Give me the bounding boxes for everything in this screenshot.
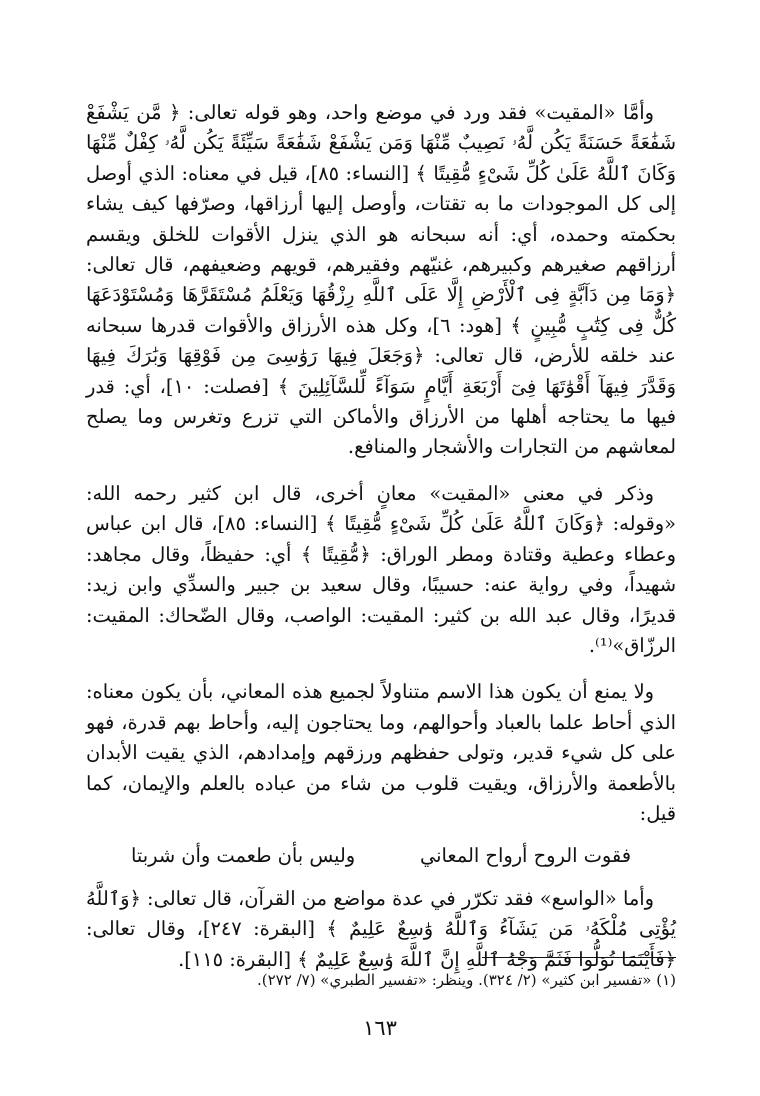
paragraph-muqit-intro: وأمَّا «المقيت» فقد ورد في موضع واحد، وهو قوله تعالى: ﴿ مَّن يَشْفَعْ شَفَٰعَةً حَسَنَةً يَكُن لَّهُۥ نَصِيبٌ مِّنْهَا وَمَن يَشْفَعْ شَفَٰعَةً سَيِّئَةً يَكُن لَّهُۥ كِفْلٌ مِّنْهَا وَكَانَ ٱللَّهُ عَلَىٰ كُلِّ شَىْءٍ مُّقِيتًا ﴾ [النساء: ٨٥]، قيل في معناه: الذي أوصل إلى كل الموجودات ما به تقتات، وأوصل إليها أرزاقها، وصرّفها كيف يشاء بحكمته وحمده، أي: أنه سبحانه هو الذي ينزل الأقوات للخلق ويقسم أرزاقهم صغيرهم وكبيرهم، غنيّهم وفقيرهم، قويهم وضعيفهم، قال تعالى: ﴿وَمَا مِن دَآبَّةٍ فِى ٱلْأَرْضِ إِلَّا عَلَى ٱللَّهِ رِزْقُهَا وَيَعْلَمُ مُسْتَقَرَّهَا وَمُسْتَوْدَعَهَا كُلٌّ فِى كِتَٰبٍ مُّبِينٍ ﴾ [هود: ٦]، وكل هذه الأرزاق والأقوات قدرها سبحانه عند خلقه للأرض، قال تعالى: ﴿وَجَعَلَ فِيهَا رَوَٰسِىَ مِن فَوْقِهَا وَبَٰرَكَ فِيهَا وَقَدَّرَ فِيهَآ أَقْوَٰتَهَا فِىٓ أَرْبَعَةِ أَيَّامٍ سَوَآءً لِّلسَّآئِلِينَ ﴾ [فصلت: ١٠]، أي: قدر فيها ما يحتاجه أهلها من الأرزاق والأماكن التي تزرع وتغرس وما يصلح لمعاشهم من التجارات والأشجار والمنافع.	[86, 101, 676, 459]
main-text	[86, 98, 676, 975]
footnote-divider	[482, 957, 676, 958]
verse-first-hemistich: فقوت الروح أرواح المعاني	[419, 844, 631, 868]
page-number: ١٦٣	[363, 1016, 397, 1040]
paragraph-muqit-meanings: وذكر في معنى «المقيت» معانٍ أخرى، قال ابن كثير رحمه الله: «وقوله: ﴿وَكَانَ ٱللَّهُ عَلَىٰ كُلِّ شَىْءٍ مُّقِيتًا ﴾ [النساء: ٨٥]، قال ابن عباس وعطاء وعطية وقتادة ومطر الوراق: ﴿مُّقِيتًا ﴾ أي: حفيظاً، وقال مجاهد: شهيداً، وفي رواية عنه: حسيبًا، وقال سعيد بن جبير والسدِّي وابن زيد: قديرًا، وقال عبد الله بن كثير: المقيت: الواصب، وقال الضّحاك: المقيت: الرزّاق»⁽¹⁾.	[86, 481, 676, 657]
paragraph-muqit-summary: ولا يمنع أن يكون هذا الاسم متناولاً لجميع هذه المعاني، بأن يكون معناه: الذي أحاط علما بالعباد وأحوالهم، وما يحتاجون إليه، وأحاط بهم قدرة، فهو على كل شيء قدير، وتولى حفظهم ورزقهم وإمدادهم، الذي يقيت الأبدان بالأطعمة والأرزاق، ويقيت قلوب من شاء من عباده بالعلم والإيمان، كما قيل:	[86, 680, 676, 825]
paragraph-wasi: وأما «الواسع» فقد تكرّر في عدة مواضع من القرآن، قال تعالى: ﴿وَٱللَّهُ يُؤْتِى مُلْكَهُۥ مَن يَشَآءُ وَٱللَّهُ وَٰسِعٌ عَلِيمٌ ﴾ [البقرة: ٢٤٧]، وقال تعالى: ﴿فَأَيْنَمَا تُوَلُّوا فَثَمَّ وَجْهُ ٱللَّهِ إِنَّ ٱللَّهَ وَٰسِعٌ عَلِيمٌ ﴾ [البقرة: ١١٥].	[86, 886, 676, 971]
footnote: (١) «تفسير ابن كثير» (٢/ ٣٢٤). وينظر: «تفسير الطبري» (٧/ ٢٧٢).	[257, 971, 676, 989]
poetry-verse	[131, 841, 631, 871]
verse-second-hemistich: وليس بأن طعمت وأن شربتا	[131, 844, 356, 868]
